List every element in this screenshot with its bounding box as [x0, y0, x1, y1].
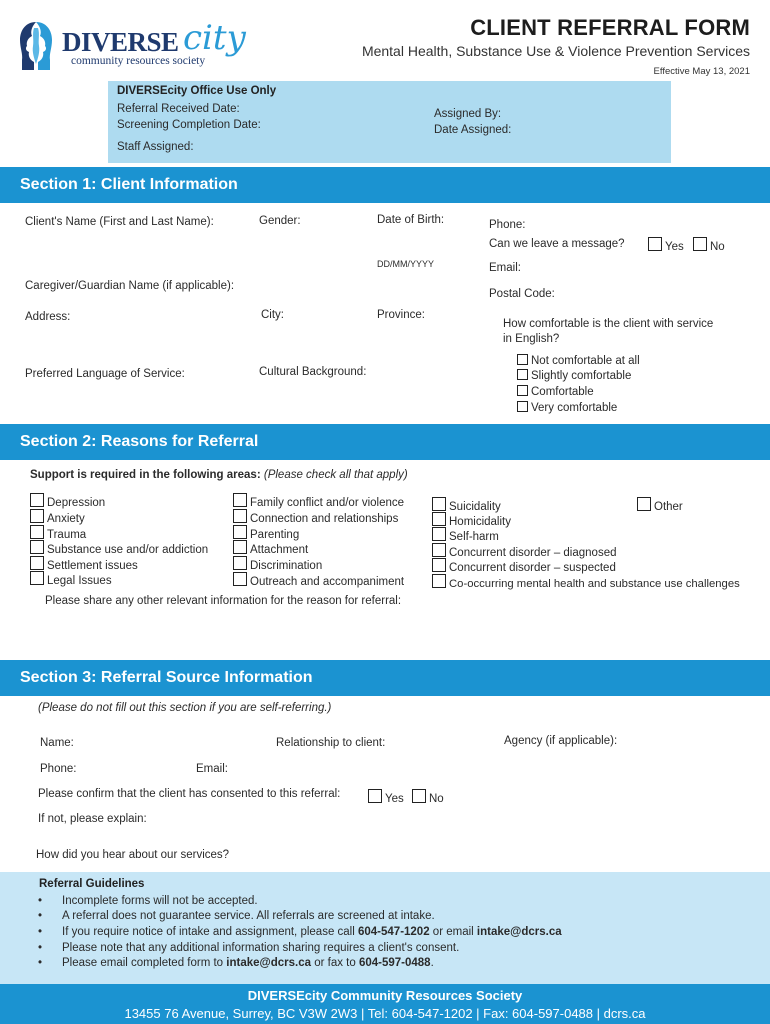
- source-name-label: Name:: [40, 737, 74, 749]
- reason-option[interactable]: Anxiety: [30, 509, 85, 525]
- guideline-item: • A referral does not guarantee service. All referrals are screened at intake.: [38, 910, 435, 922]
- reason-option[interactable]: Substance use and/or addiction: [30, 540, 208, 556]
- reason-checkbox[interactable]: [30, 556, 44, 570]
- comfort-question-line2: in English?: [503, 333, 560, 345]
- office-heading: DIVERSEcity Office Use Only: [117, 85, 277, 97]
- reason-checkbox[interactable]: [30, 509, 44, 523]
- reason-checkbox[interactable]: [30, 493, 44, 507]
- comfort-option[interactable]: Slightly comfortable: [517, 369, 631, 382]
- reason-option[interactable]: Connection and relationships: [233, 509, 398, 525]
- consent-no-option[interactable]: No: [412, 789, 444, 805]
- intake-email-link[interactable]: intake@dcrs.ca: [476, 926, 562, 938]
- section1-header: Section 1: Client Information: [0, 167, 770, 203]
- share-info-label: Please share any other relevant information for the reason for referral:: [45, 595, 402, 607]
- source-email-label: Email:: [196, 763, 228, 775]
- consent-no-checkbox[interactable]: [412, 789, 426, 803]
- reason-option[interactable]: Parenting: [233, 525, 299, 541]
- guideline-item: • Please note that any additional information sharing requires a client's consent.: [38, 942, 460, 954]
- reason-checkbox[interactable]: [233, 493, 247, 507]
- phone-label: Phone:: [489, 219, 526, 231]
- reason-option[interactable]: Depression: [30, 493, 105, 509]
- reason-other-option[interactable]: Other: [637, 497, 683, 513]
- reason-checkbox[interactable]: [233, 525, 247, 539]
- section2-header: Section 2: Reasons for Referral: [0, 424, 770, 460]
- guideline-item: • Please email completed form to intake@dcrs.ca or fax to 604-597-0488.: [38, 957, 434, 969]
- address-label: Address:: [25, 311, 71, 323]
- comfort-checkbox[interactable]: [517, 401, 528, 412]
- section3-header: Section 3: Referral Source Information: [0, 660, 770, 696]
- logo-main-text: DIVERSE: [62, 27, 179, 57]
- reason-option[interactable]: Legal Issues: [30, 571, 112, 587]
- cultural-background-label: Cultural Background:: [259, 366, 367, 378]
- form-subtitle: Mental Health, Substance Use & Violence Prevention Services: [361, 43, 750, 59]
- support-instructions: Support is required in the following areas: (Please check all that apply): [30, 469, 408, 481]
- intake-email-link[interactable]: intake@dcrs.ca: [226, 957, 312, 969]
- reason-checkbox[interactable]: [432, 512, 446, 526]
- guidelines-heading: Referral Guidelines: [39, 878, 145, 890]
- date-assigned-label: Date Assigned:: [434, 124, 512, 136]
- comfort-question-line1: How comfortable is the client with service: [503, 318, 714, 330]
- logo-subtitle: community resources society: [71, 55, 206, 67]
- office-use-box: [108, 81, 671, 163]
- referral-guidelines-box: [0, 872, 770, 984]
- dob-format: DD/MM/YYYY: [377, 259, 435, 269]
- reason-option[interactable]: Co-occurring mental health and substance use challenges: [432, 574, 740, 590]
- staff-assigned-label: Staff Assigned:: [117, 141, 194, 153]
- footer: [0, 984, 770, 1024]
- gender-label: Gender:: [259, 215, 301, 227]
- comfort-option[interactable]: Comfortable: [517, 385, 594, 398]
- reason-option[interactable]: Self-harm: [432, 527, 499, 543]
- reason-checkbox[interactable]: [233, 572, 247, 586]
- preferred-language-label: Preferred Language of Service:: [25, 368, 185, 380]
- reason-option[interactable]: Outreach and accompaniment: [233, 572, 404, 588]
- comfort-option[interactable]: Very comfortable: [517, 401, 617, 414]
- reason-checkbox[interactable]: [432, 558, 446, 572]
- leave-message-yes-option[interactable]: Yes: [648, 237, 684, 253]
- hear-about-label: How did you hear about our services?: [36, 849, 230, 861]
- reason-checkbox[interactable]: [30, 571, 44, 585]
- referral-received-label: Referral Received Date:: [117, 103, 240, 115]
- city-label: City:: [261, 309, 284, 321]
- guideline-item: • If you require notice of intake and assignment, please call 604-547-1202 or email intake@dcrs.ca: [38, 926, 562, 938]
- reason-checkbox[interactable]: [432, 543, 446, 557]
- postal-code-label: Postal Code:: [489, 288, 555, 300]
- comfort-checkbox[interactable]: [517, 354, 528, 365]
- comfort-option[interactable]: Not comfortable at all: [517, 354, 640, 367]
- leave-message-label: Can we leave a message?: [489, 238, 625, 250]
- reason-checkbox[interactable]: [233, 509, 247, 523]
- logo-script-text: city: [183, 18, 246, 58]
- reason-option[interactable]: Settlement issues: [30, 556, 138, 572]
- email-label: Email:: [489, 262, 521, 274]
- leave-message-yes-checkbox[interactable]: [648, 237, 662, 251]
- province-label: Province:: [377, 309, 425, 321]
- leave-message-no-checkbox[interactable]: [693, 237, 707, 251]
- form-title: CLIENT REFERRAL FORM: [470, 15, 750, 40]
- consent-yes-option[interactable]: Yes: [368, 789, 404, 805]
- explain-label: If not, please explain:: [38, 813, 147, 825]
- comfort-checkbox[interactable]: [517, 385, 528, 396]
- source-phone-label: Phone:: [40, 763, 77, 775]
- leave-message-no-option[interactable]: No: [693, 237, 725, 253]
- reason-option[interactable]: Suicidality: [432, 497, 501, 513]
- reason-checkbox[interactable]: [233, 556, 247, 570]
- reason-option[interactable]: Homicidality: [432, 512, 511, 528]
- reason-checkbox[interactable]: [30, 525, 44, 539]
- screening-completion-label: Screening Completion Date:: [117, 119, 261, 131]
- client-name-label: Client's Name (First and Last Name):: [25, 216, 214, 228]
- consent-yes-checkbox[interactable]: [368, 789, 382, 803]
- effective-date: Effective May 13, 2021: [653, 66, 750, 77]
- reason-option[interactable]: Discrimination: [233, 556, 322, 572]
- reason-option[interactable]: Concurrent disorder – diagnosed: [432, 543, 617, 559]
- guideline-item: • Incomplete forms will not be accepted.: [38, 895, 258, 907]
- dob-label: Date of Birth:: [377, 214, 445, 226]
- comfort-checkbox[interactable]: [517, 369, 528, 380]
- reason-option[interactable]: Attachment: [233, 540, 308, 556]
- reason-option[interactable]: Trauma: [30, 525, 86, 541]
- reason-checkbox[interactable]: [432, 527, 446, 541]
- caregiver-label: Caregiver/Guardian Name (if applicable):: [25, 280, 235, 292]
- reason-checkbox[interactable]: [432, 497, 446, 511]
- footer-org: DIVERSEcity Community Resources Society: [247, 988, 523, 1003]
- reason-checkbox[interactable]: [30, 540, 44, 554]
- consent-label: Please confirm that the client has consented to this referral:: [38, 788, 341, 800]
- logo-faces-icon: [16, 20, 56, 72]
- reason-checkbox[interactable]: [432, 574, 446, 588]
- relationship-label: Relationship to client:: [276, 737, 386, 749]
- assigned-by-label: Assigned By:: [434, 108, 502, 120]
- agency-label: Agency (if applicable):: [504, 735, 618, 747]
- footer-address: 13455 76 Avenue, Surrey, BC V3W 2W3 | Tel: 604-547-1202 | Fax: 604-597-0488 | dcrs.ca: [124, 1006, 646, 1021]
- reason-other-checkbox[interactable]: [637, 497, 651, 511]
- reason-checkbox[interactable]: [233, 540, 247, 554]
- reason-option[interactable]: Family conflict and/or violence: [233, 493, 404, 509]
- self-referral-note: (Please do not fill out this section if you are self-referring.): [38, 702, 332, 714]
- reason-option[interactable]: Concurrent disorder – suspected: [432, 558, 616, 574]
